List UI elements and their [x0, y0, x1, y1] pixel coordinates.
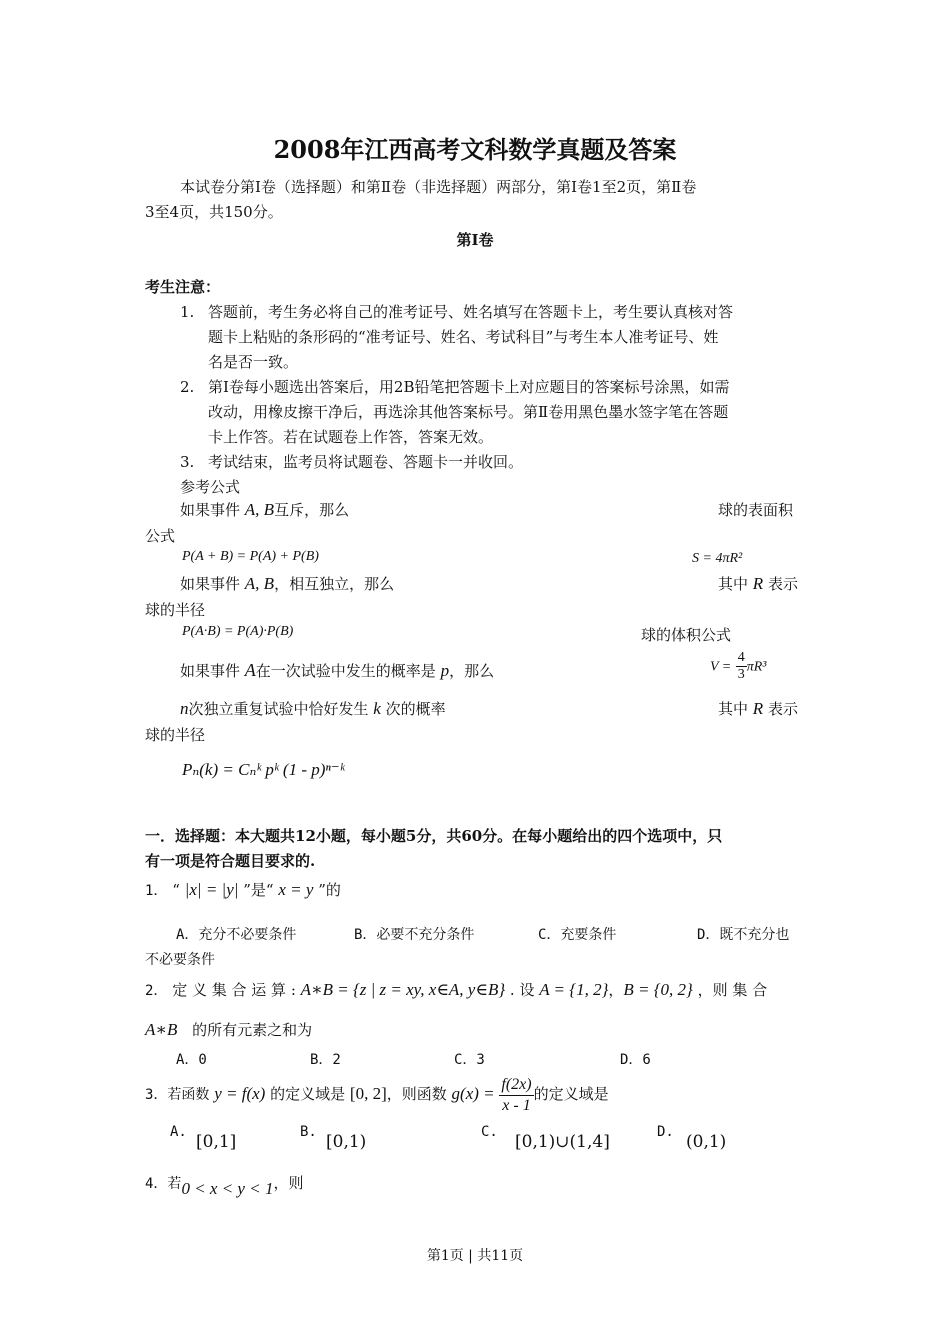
q3-numerator: f(2x)	[499, 1075, 533, 1096]
notice-1-line-2: 题卡上粘贴的条形码的“准考证号、姓名、考试科目”与考生本人准考证号、姓	[208, 328, 719, 346]
q2-option-d: D．6	[620, 1052, 651, 1068]
section-title: 第Ⅰ卷	[456, 231, 494, 249]
formula-indep-prefix: 如果事件	[180, 575, 241, 593]
q2-option-a: A．0	[176, 1052, 207, 1068]
eq-independent: P(A·B) = P(A)·P(B)	[182, 624, 294, 639]
vol-prefix: V =	[710, 659, 732, 675]
q3-middle-2: ，则函数	[386, 1085, 447, 1103]
q3-g: g(x) =	[451, 1084, 495, 1103]
q3-option-a: [0,1]	[196, 1132, 237, 1152]
eq-union: P(A + B) = P(A) + P(B)	[182, 549, 319, 564]
q3-option-d: (0,1)	[686, 1132, 727, 1152]
q3-option-b: [0,1)	[326, 1132, 367, 1152]
page-title: 2008年江西高考文科数学真题及答案	[273, 135, 677, 164]
formula-union-text	[180, 499, 349, 521]
q3-middle: 的定义域是	[270, 1085, 346, 1103]
q4-expression: 0 < x < y < 1	[181, 1179, 274, 1198]
vol-numerator: 4	[737, 650, 745, 665]
notice-2-line-3: 卡上作答。若在试题卷上作答，答案无效。	[208, 428, 494, 446]
q2-text: 定 义 集 合 运 算 :	[172, 981, 296, 999]
vol-suffix: πR³	[746, 659, 767, 675]
means-label: 表示	[767, 700, 798, 718]
radius-symbol: R	[752, 574, 764, 593]
intro-line-1: 本试卷分第Ⅰ卷（选择题）和第Ⅱ卷（非选择题）两部分，第Ⅰ卷1至2页，第Ⅱ卷	[180, 178, 697, 196]
q2-definition: A∗B = {z | z = xy, x∈A, y∈B}	[300, 980, 506, 999]
q1-end: ”的	[318, 881, 341, 899]
where-radius-2	[718, 698, 798, 720]
formula-heading: 参考公式	[180, 478, 241, 496]
k-symbol: k	[373, 699, 381, 718]
notice-title: 考生注意：	[145, 278, 221, 296]
question-2-line-2	[145, 1019, 312, 1041]
q4-number: 4．若	[145, 1176, 182, 1192]
q3-end: 的定义域是	[533, 1085, 609, 1103]
q2-set: . 设	[509, 981, 535, 999]
q3-fraction	[499, 1075, 533, 1116]
q3-option-d-label: D.	[657, 1124, 674, 1140]
radius-symbol: R	[752, 699, 764, 718]
q1-expression-1: |x| = |y|	[184, 880, 239, 899]
eq-sphere-area: S = 4πR²	[692, 551, 743, 566]
q2-set-a: A = {1, 2}	[539, 980, 609, 999]
eq-sphere-volume	[710, 650, 766, 683]
formula-prob-suffix: ，那么	[449, 662, 495, 680]
formula-binom-suffix: 次的概率	[385, 700, 446, 718]
q3-option-c-label: C.	[481, 1124, 498, 1140]
q2-comma: ，	[608, 981, 624, 999]
q3-domain: [0, 2]	[349, 1084, 387, 1103]
n-symbol: n	[180, 699, 189, 718]
formula-binom-mid: 次独立重复试验中恰好发生	[188, 700, 369, 718]
part1-line-1: 一．选择题：本大题共12小题，每小题5分，共60分。在每小题给出的四个选项中，只	[145, 827, 723, 845]
question-1	[145, 879, 341, 902]
radius-label-1: 球的半径	[145, 601, 206, 619]
q2-set-b: B = {0, 2}	[623, 980, 693, 999]
formula-prob-prefix: 如果事件	[180, 662, 241, 680]
question-3	[145, 1074, 609, 1116]
question-4	[145, 1172, 304, 1198]
q2-option-b: B．2	[310, 1052, 341, 1068]
notice-1-line-1: 答题前，考生务必将自己的准考证号、姓名填写在答题卡上，考生要认真核对答	[208, 303, 734, 321]
q2-option-c: C．3	[454, 1052, 485, 1068]
q1-expression-2: x = y	[278, 880, 314, 899]
q1-option-a: A．充分不必要条件	[176, 927, 297, 943]
where-label: 其中	[718, 575, 749, 593]
means-label: 表示	[767, 575, 798, 593]
q1-number: 1．	[145, 883, 168, 899]
q1-open-quote: “	[172, 881, 180, 899]
page-footer: 第1页 | 共11页	[426, 1248, 524, 1264]
formula-indep-vars: A, B	[244, 574, 275, 593]
formula-indep-suffix: ，相互独立，那么	[274, 575, 395, 593]
q1-option-d: D．既不充分也	[697, 927, 790, 943]
q3-function: y = f(x)	[214, 1084, 266, 1103]
q1-option-b: B．必要不充分条件	[354, 927, 475, 943]
notice-2-line-1: 第Ⅰ卷每小题选出答案后，用2B铅笔把答题卡上对应题目的答案标号涂黑，如需	[208, 378, 730, 396]
where-radius-1	[718, 573, 798, 595]
part1-line-2: 有一项是符合题目要求的.	[145, 852, 316, 870]
where-label: 其中	[718, 700, 749, 718]
q3-option-a-label: A.	[170, 1124, 187, 1140]
q2-number: 2．	[145, 983, 168, 999]
q4-end: ，则	[273, 1174, 304, 1192]
prob-symbol: p	[440, 661, 450, 680]
eq-binomial: Pₙ(k) = Cₙᵏ pᵏ (1 - p)ⁿ⁻ᵏ	[182, 760, 345, 779]
formula-binom-text	[180, 698, 446, 720]
q3-option-b-label: B.	[300, 1124, 317, 1140]
question-2	[145, 979, 767, 1002]
q3-number: 3．若函数	[145, 1087, 210, 1103]
formula-union-suffix: 互斥，那么	[274, 501, 350, 519]
vol-denominator: 3	[737, 667, 745, 682]
formula-union-vars: A, B	[244, 500, 275, 519]
notice-2-line-2: 改动，用橡皮擦干净后，再选涂其他答案标号。第Ⅱ卷用黑色墨水签字笔在答题	[208, 403, 729, 421]
event-symbol: A	[244, 660, 256, 680]
formula-prob-mid: 在一次试验中发生的概率是	[255, 662, 436, 680]
q3-denominator: x - 1	[502, 1096, 531, 1114]
q1-middle: ”是“	[243, 881, 274, 899]
notice-2-number: 2.	[180, 378, 195, 396]
sphere-area-label: 球的表面积	[718, 501, 794, 519]
notice-1-number: 1.	[180, 303, 195, 321]
q1-option-d-cont: 不必要条件	[145, 952, 215, 968]
q2-line-2-text: 的所有元素之和为	[192, 1021, 313, 1039]
notice-1-line-3: 名是否一致。	[208, 353, 299, 371]
formula-word: 公式	[145, 527, 176, 545]
notice-3-line-1: 考试结束，监考员将试题卷、答题卡一并收回。	[208, 453, 524, 471]
q2-tail: ，则 集 合	[697, 981, 768, 999]
intro-line-2: 3至4页，共150分。	[145, 203, 283, 221]
vol-fraction	[736, 650, 747, 683]
formula-indep-text	[180, 573, 394, 595]
q2-expression: A∗B	[145, 1020, 178, 1039]
formula-union-prefix: 如果事件	[180, 501, 241, 519]
q3-option-c: [0,1)∪(1,4]	[515, 1132, 610, 1152]
notice-3-number: 3.	[180, 453, 195, 471]
radius-label-2: 球的半径	[145, 726, 206, 744]
formula-prob-text	[180, 659, 494, 682]
sphere-volume-label: 球的体积公式	[641, 626, 732, 644]
q1-option-c: C．充要条件	[538, 927, 617, 943]
